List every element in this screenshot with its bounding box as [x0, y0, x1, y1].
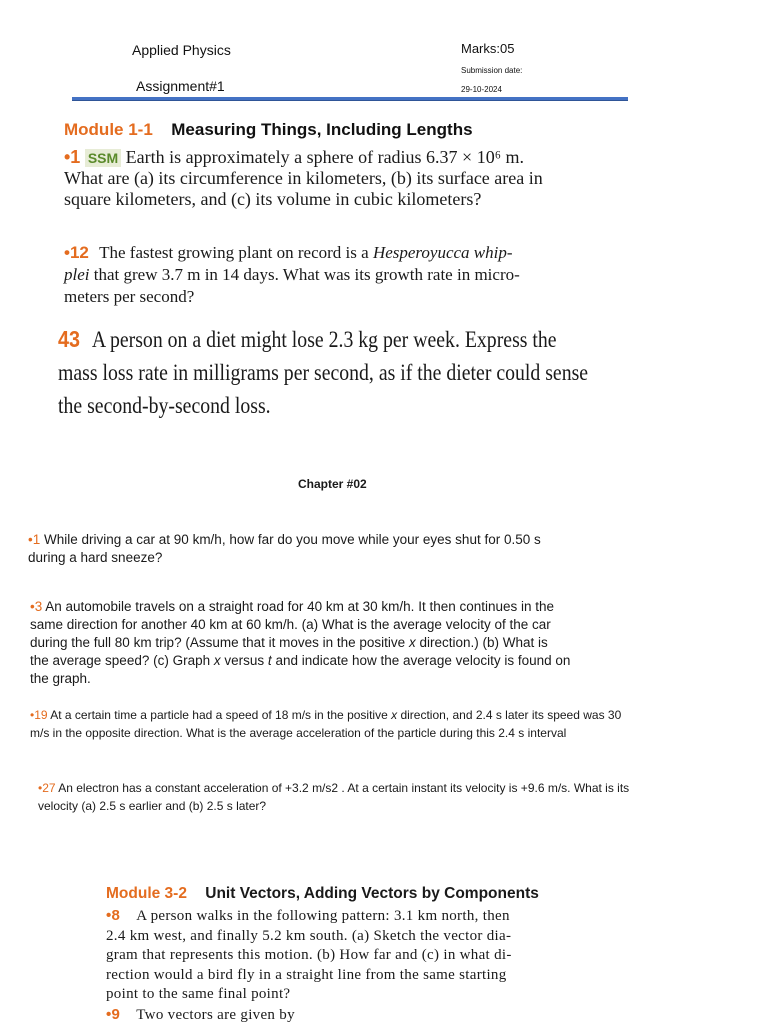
problem-1-1-line1	[64, 147, 543, 168]
problem-number: •12	[64, 243, 89, 262]
problem-text: m/s in the opposite direction. What is the average acceleration of the particle during this 2.4 s interval	[30, 726, 567, 740]
problem-text: At a certain time a particle had a speed of 18 m/s in the positive	[50, 708, 388, 722]
problem-1-43	[58, 323, 588, 422]
problem-text: the average speed? (c) Graph	[30, 653, 211, 668]
module1-title: Measuring Things, Including Lengths	[171, 120, 473, 139]
problem-text: versus	[224, 653, 265, 668]
problem-1-12	[64, 242, 520, 308]
problem-text: the second-by-second loss.	[58, 393, 271, 418]
assignment-title: Assignment#1	[136, 78, 225, 94]
problem-text: during the full 80 km trip? (Assume that it moves in the positive	[30, 635, 406, 650]
problem-text: An automobile travels on a straight road for 40 km at 30 km/h. It then continues in the	[45, 599, 555, 614]
problem-text: gram that represents this motion. (b) How far and (c) in what di-	[106, 947, 512, 963]
submission-date-value: 29-10-2024	[461, 85, 502, 94]
problem-text: same direction for another 40 km at 60 km/h. (a) What is the average velocity of the car	[30, 617, 551, 632]
problem-text: While driving a car at 90 km/h, how far do you move while your eyes shut for 0.50 s	[44, 532, 541, 547]
problem-text: meters per second?	[64, 287, 195, 306]
problem-text: rection would a bird fly in a straight line from the same starting	[106, 966, 507, 983]
problem-number: •19	[30, 708, 48, 722]
species-name: Hesperoyucca whip-	[372, 243, 513, 262]
problem-text: direction, and 2.4 s later its speed was 30	[400, 708, 622, 722]
problem-number: •3	[30, 599, 43, 614]
chapter-heading: Chapter #02	[298, 477, 367, 491]
header-divider	[72, 97, 628, 101]
problem-text: the graph.	[30, 671, 91, 686]
problem-1-1-line3: square kilometers, and (c) its volume in cubic kilometers?	[64, 189, 482, 209]
problem-text: A person walks in the following pattern: 3.1 km north, then	[136, 908, 510, 924]
problem-text: and indicate how the average velocity is found on	[275, 653, 571, 668]
module1-heading	[64, 120, 473, 140]
problem-number: •27	[38, 781, 56, 795]
marks-label: Marks:05	[461, 41, 515, 56]
problem-3-8	[106, 906, 512, 1025]
problem-text: velocity (a) 2.5 s earlier and (b) 2.5 s later?	[38, 799, 267, 813]
problem-number: •8	[106, 907, 121, 924]
ssm-badge: SSM	[85, 149, 121, 167]
problem-text: An electron has a constant acceleration of +3.2 m/s2 . At a certain instant its velocity is +9.6 m/s. What is its	[58, 781, 630, 795]
problem-number: •1	[28, 532, 41, 547]
submission-date-label: Submission date:	[461, 66, 523, 75]
module3-title: Unit Vectors, Adding Vectors by Components	[205, 885, 539, 902]
problem-number: •9	[106, 1005, 121, 1023]
module1-label: Module 1-1	[64, 120, 153, 139]
module3-label: Module 3-2	[106, 885, 187, 902]
species-name-cont: plei	[64, 265, 90, 284]
variable-x: x	[213, 653, 221, 668]
problem-number: 43	[58, 326, 81, 352]
problem-number: •1	[64, 147, 81, 167]
problem-2-1	[28, 531, 541, 567]
variable-x: x	[391, 708, 398, 722]
problem-2-19	[30, 706, 621, 742]
problem-2-3	[30, 598, 570, 688]
course-title: Applied Physics	[132, 42, 231, 58]
variable-t: t	[267, 653, 272, 668]
module3-heading	[106, 885, 539, 903]
problem-2-27	[38, 779, 629, 815]
variable-x: x	[408, 635, 416, 650]
problem-text: Earth is approximately a sphere of radius 6.37 × 10⁶ m.	[125, 147, 524, 167]
problem-text: direction.) (b) What is	[419, 635, 548, 650]
problem-text: A person on a diet might lose 2.3 kg per week. Express the	[91, 327, 557, 352]
problem-text: Two vectors are given by	[136, 1006, 295, 1023]
problem-text: during a hard sneeze?	[28, 550, 163, 565]
problem-text: 2.4 km west, and finally 5.2 km south. (a) Sketch the vector dia-	[106, 927, 512, 944]
problem-1-1	[64, 147, 543, 210]
problem-1-1-line2: What are (a) its circumference in kilometers, (b) its surface area in	[64, 168, 543, 188]
problem-text: that grew 3.7 m in 14 days. What was its growth rate in micro-	[93, 265, 520, 284]
problem-text: The fastest growing plant on record is a	[99, 243, 369, 262]
problem-text: point to the same final point?	[106, 986, 291, 1002]
problem-text: mass loss rate in milligrams per second, as if the dieter could sense	[58, 360, 589, 385]
